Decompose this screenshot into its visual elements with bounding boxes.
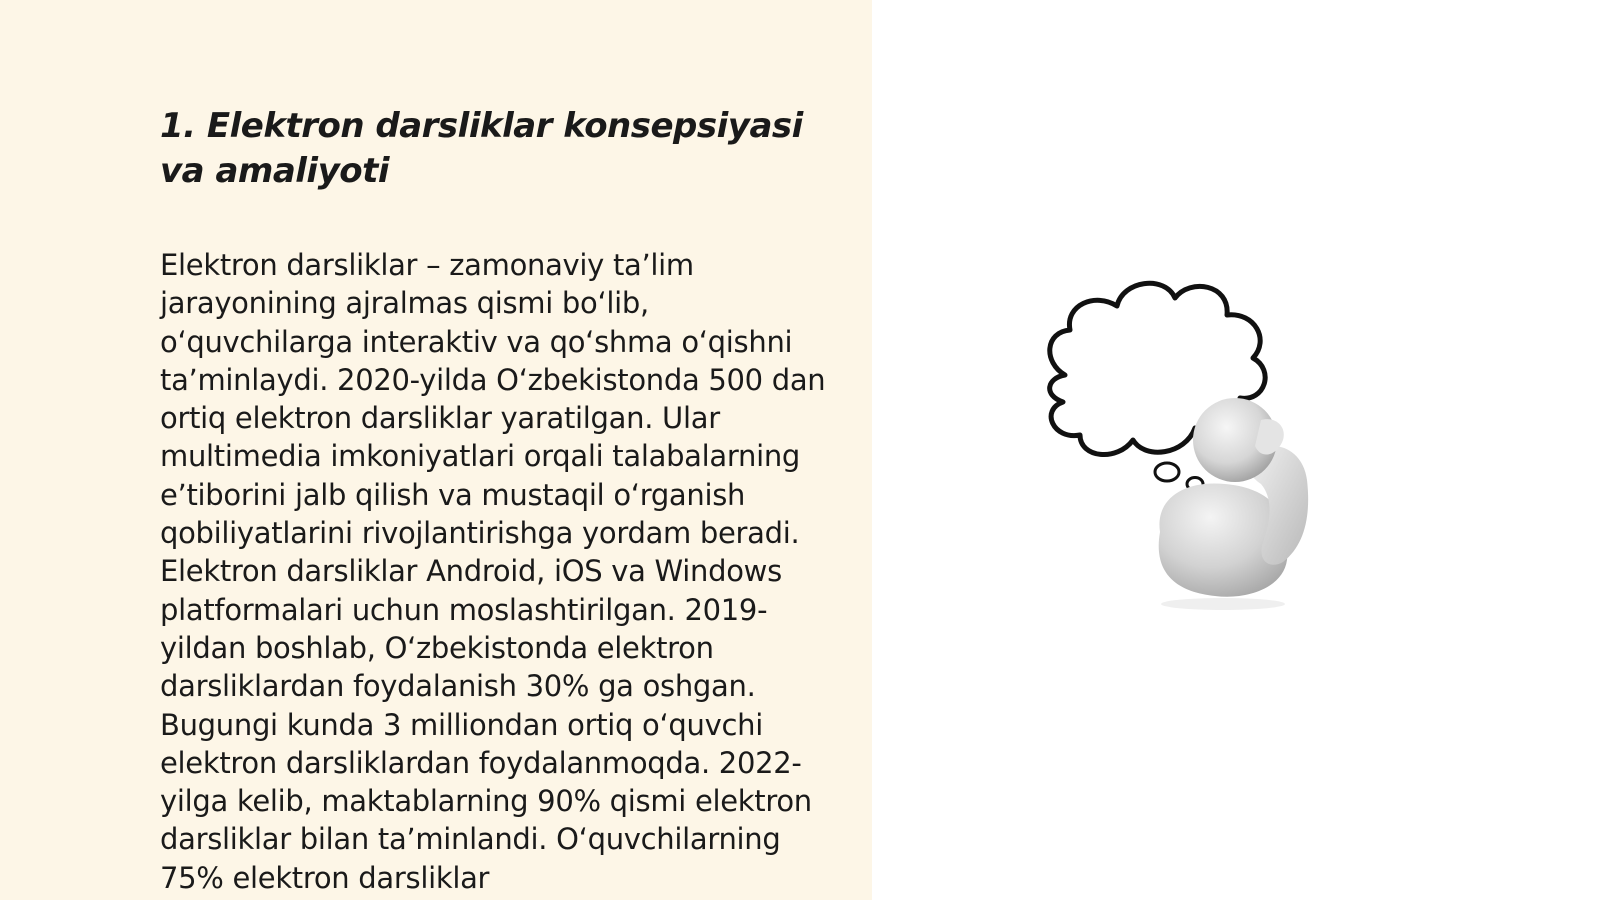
slide-title: 1. Elektron darsliklar konsepsiyasi va amaliyoti — [160, 106, 803, 191]
slide-body-text: Elektron darsliklar – zamonaviy ta’lim jarayonining ajralmas qismi bo‘lib, o‘quvchilarga interaktiv va qo‘shma o‘qishni ta’minlaydi. 2020-yilda O‘zbekistonda 500 dan ortiq elektron darsliklar yaratilgan. Ular multimedia imkoniyatlari orqali talabalarning e’tiborini jalb qilish va mustaqil o‘rganish qobiliyatlarini rivojlantirishga yordam beradi. Elektron darsliklar Android, iOS va Windows platformalari uchun moslashtirilgan. 2019-yildan boshlab, O‘zbekistonda elektron darsliklardan foydalanish 30% ga oshgan. Bugungi kunda 3 milliondan ortiq o‘quvchi elektron darsliklardan foydalanmoqda. 2022-yilga kelib, maktablarning 90% qismi elektron darsliklar bilan ta’minlandi. O‘quvchilarning 75% elektron darsliklar — [160, 248, 826, 895]
thinking-person-icon — [1025, 270, 1365, 620]
